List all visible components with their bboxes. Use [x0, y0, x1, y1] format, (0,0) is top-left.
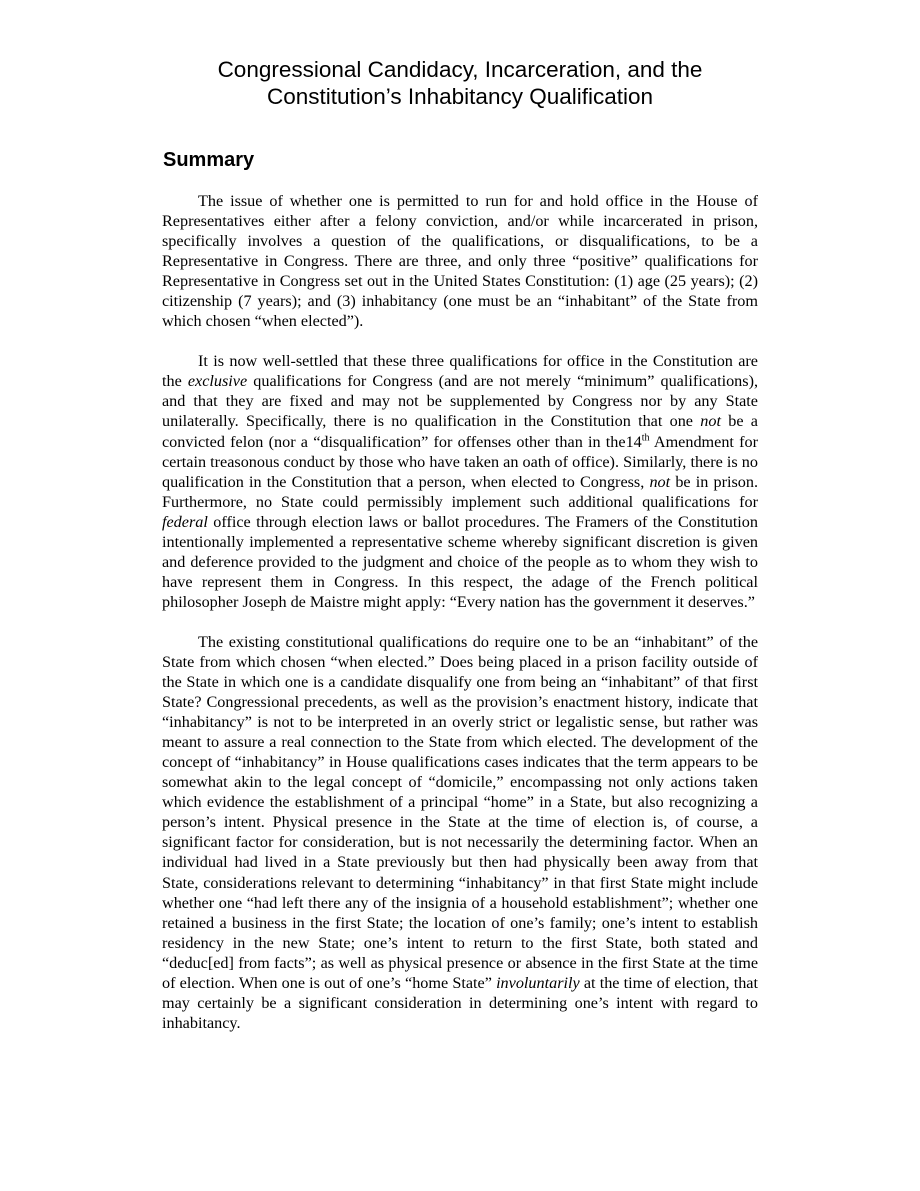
- p3-text-1: The existing constitutional qualifications do require one to be an “inhabitant” of the State from which chosen “when elected.” Does being placed in a prison facility outside of the State in which one is a candidate disqualify one from being an “inhabitant” of that first State? Congressional precedents, as well as the provision’s enactment history, indicate that “inhabitancy” is not to be interpreted in an overly strict or legalistic sense, but rather was meant to assure a real connection to the State from which elected. The development of the concept of “inhabitancy” in House qualifications cases indicates that the term appears to be somewhat akin to the legal concept of “domicile,” encompassing not only actions taken which evidence the establishment of a principal “home” in a State, but also recognizing a person’s intent. Physical presence in the State at the time of election is, of course, a significant factor for consideration, but is not necessarily the determining factor. When an individual had lived in a State previously but then had physically been away from that State, considerations relevant to determining “inhabitancy” in that first State might include whether one “had left there any of the insignia of a household establishment”; whether one retained a business in the first State; the location of one’s family; one’s intent to establish residency in the new State; one’s intent to return to the first State, both stated and “deduc[ed] from facts”; as well as physical presence or absence in the first State at the time of election. When one is out of one’s “home State”: [162, 632, 758, 992]
- p2-text-5: be in prison. Furthermore, no State could permissibly implement such additional qualifications for: [162, 472, 759, 511]
- p2-text-1: It is now well-settled that these three qualifications for office in the Constitution are the: [162, 352, 758, 391]
- summary-paragraph-3: [162, 632, 758, 1033]
- p2-text-3: be a convicted felon (nor a “disqualification” for offenses other than in the14: [162, 412, 758, 451]
- summary-body: [162, 191, 758, 1033]
- p3-text-2: at the time of election, that may certainly be a significant consideration in determining one’s intent with regard to inhabitancy.: [162, 973, 758, 1032]
- p3-emphasis-involuntarily: involuntarily: [496, 973, 580, 992]
- section-heading-summary: Summary: [163, 149, 255, 171]
- document-title: [160, 56, 760, 110]
- p2-emphasis-not-2: not: [649, 472, 671, 491]
- p2-text-2: qualifications for Congress (and are not merely “minimum” qualifications), and that they are fixed and may not be supplemented by Congress nor by any State unilaterally. Specifically, there is no qualification in the Constitution that one: [162, 372, 759, 431]
- p2-text-4: Amendment for certain treasonous conduct by those who have taken an oath of office). Similarly, there is no qualification in the Constitution that a person, when elected to Congress,: [162, 432, 759, 491]
- p2-emphasis-not-1: not: [700, 412, 721, 431]
- p2-emphasis-federal: federal: [162, 512, 208, 531]
- summary-paragraph-1: The issue of whether one is permitted to run for and hold office in the House of Representatives either after a felony conviction, and/or while incarcerated in prison, specifically involves a question of the qualifications, or disqualifications, to be a Representative in Congress. There are three, and only three “positive” qualifications for Representative in Congress set out in the United States Constitution: (1) age (25 years); (2) citizenship (7 years); and (3) inhabitancy (one must be an “inhabitant” of the State from which chosen “when elected”).: [162, 192, 758, 331]
- title-line-1: Congressional Candidacy, Incarceration, and the: [217, 57, 703, 82]
- p2-text-6: office through election laws or ballot procedures. The Framers of the Constitution intentionally implemented a representative scheme whereby significant discretion is given and deference provided to the judgment and choice of the people as to whom they wish to have represent them in Congress. In this respect, the adage of the French political philosopher Joseph de Maistre might apply: “Every nation has the government it deserves.”: [162, 512, 758, 611]
- p2-emphasis-exclusive: exclusive: [187, 372, 248, 391]
- summary-paragraph-2: [162, 351, 758, 612]
- p2-superscript-th: th: [641, 432, 650, 444]
- title-line-2: Constitution’s Inhabitancy Qualification: [266, 84, 654, 109]
